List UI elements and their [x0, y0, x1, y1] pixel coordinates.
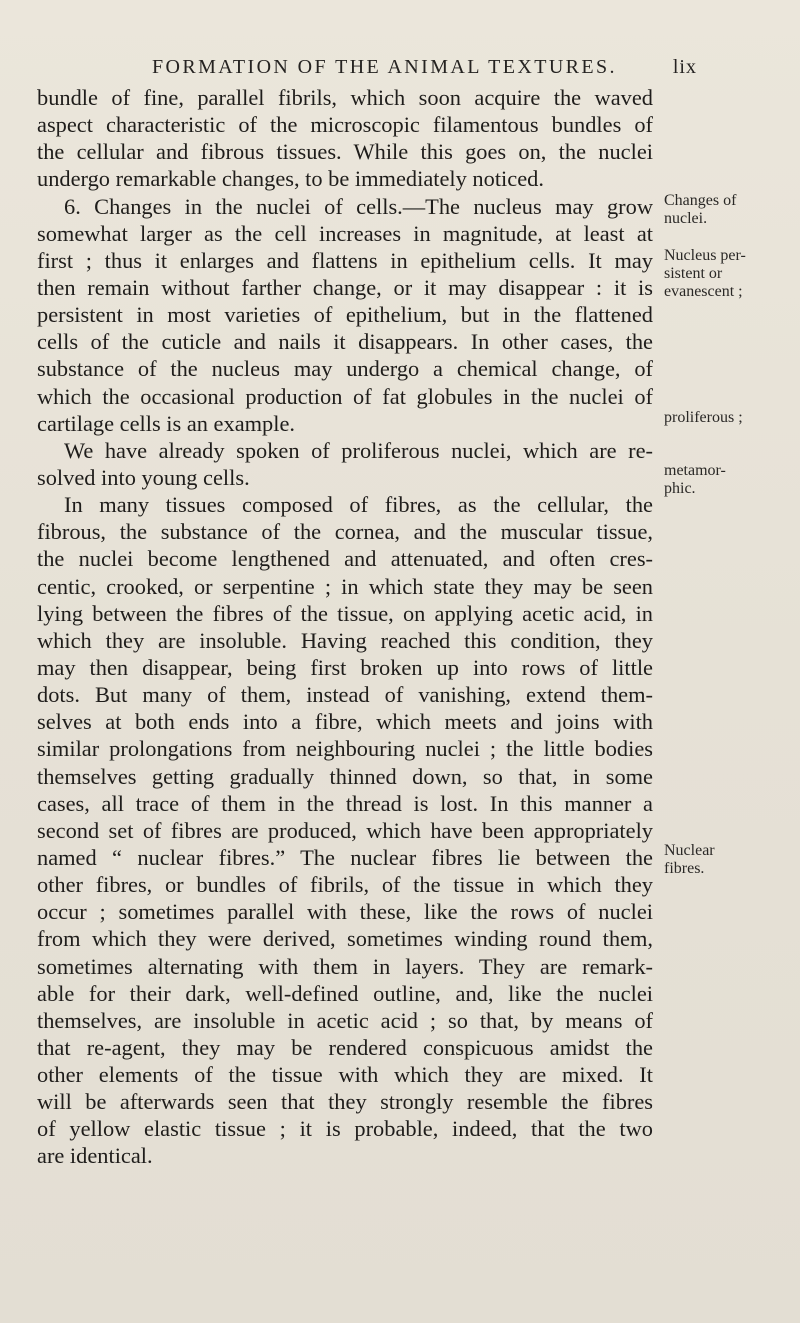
text-line: similar prolongations from neighbouring nuclei ; the little bodies: [37, 736, 653, 762]
text-line: sometimes alternating with them in layers. They are remark-: [37, 953, 653, 979]
margin-note-changes-of-nuclei: [664, 192, 794, 228]
margin-note-line: metamor-: [664, 462, 726, 479]
text-line: cartilage cells is an example.: [37, 410, 295, 436]
text-line: will be afterwards seen that they strongly resemble the fibres: [37, 1089, 653, 1115]
text-line: then remain without farther change, or it may disappear : it is: [37, 274, 653, 300]
page-number: lix: [672, 56, 697, 78]
text-line: somewhat larger as the cell increases in magnitude, at least at: [37, 220, 653, 246]
text-line: selves at both ends into a fibre, which meets and joins with: [37, 709, 653, 735]
text-line: In many tissues composed of fibres, as the cellular, the: [64, 492, 653, 518]
text-line: named “ nuclear fibres.” The nuclear fibres lie between the: [37, 844, 653, 870]
text-line: which they are insoluble. Having reached this condition, they: [37, 627, 653, 653]
text-line: undergo remarkable changes, to be immediately noticed.: [37, 166, 544, 192]
margin-note-line: nuclei.: [664, 210, 708, 227]
margin-note-proliferous: [664, 409, 794, 427]
text-line: the cellular and fibrous tissues. While this goes on, the nuclei: [37, 139, 653, 165]
text-line: substance of the nucleus may undergo a chemical change, of: [37, 356, 653, 382]
text-line: that re-agent, they may be rendered conspicuous amidst the: [37, 1034, 653, 1060]
text-line: other elements of the tissue with which they are mixed. It: [37, 1062, 653, 1088]
text-line: solved into young cells.: [37, 464, 250, 490]
margin-note-nucleus-persistent: [664, 247, 794, 301]
margin-note-line: Nuclear: [664, 842, 715, 859]
text-line: lying between the fibres of the tissue, on applying acetic acid, in: [37, 600, 653, 626]
margin-note-line: sistent or: [664, 265, 723, 282]
margin-note-line: Changes of: [664, 192, 737, 209]
margin-note-line: proliferous ;: [664, 409, 743, 426]
text-line: bundle of fine, parallel fibrils, which soon acquire the waved: [37, 85, 653, 110]
text-line: cases, all trace of them in the thread is lost. In this manner a: [37, 790, 653, 816]
text-line: occur ; sometimes parallel with these, like the rows of nuclei: [37, 899, 653, 925]
text-line: able for their dark, well-defined outline, and, like the nuclei: [37, 980, 653, 1006]
section-heading-line: 6. Changes in the nuclei of cells.—The nucleus may grow: [64, 193, 653, 219]
text-line: of yellow elastic tissue ; it is probable, indeed, that the two: [37, 1116, 653, 1142]
body-text: [37, 84, 653, 1170]
text-line: other fibres, or bundles of fibrils, of the tissue in which they: [37, 872, 653, 898]
text-line: centic, crooked, or serpentine ; in which state they may be seen: [37, 573, 653, 599]
margin-note-metamorphic: [664, 462, 794, 498]
margin-note-line: Nucleus per-: [664, 247, 746, 264]
text-line: the nuclei become lengthened and attenuated, and often cres-: [37, 546, 653, 572]
text-line: second set of fibres are produced, which have been appropriately: [37, 817, 653, 843]
text-line: themselves getting gradually thinned down, so that, in some: [37, 763, 653, 789]
text-line: may then disappear, being first broken up into rows of little: [37, 654, 653, 680]
margin-note-nuclear-fibres: [664, 842, 794, 878]
text-line: cells of the cuticle and nails it disappears. In other cases, the: [37, 329, 653, 355]
margin-note-line: phic.: [664, 480, 696, 497]
margin-note-line: evanescent ;: [664, 283, 743, 300]
running-title: FORMATION OF THE ANIMAL TEXTURES.: [152, 56, 617, 78]
text-line: aspect characteristic of the microscopic filamentous bundles of: [37, 112, 653, 138]
text-line: first ; thus it enlarges and flattens in epithelium cells. It may: [37, 247, 653, 273]
text-line: from which they were derived, sometimes winding round them,: [37, 926, 653, 952]
text-line: We have already spoken of proliferous nuclei, which are re-: [64, 437, 653, 463]
text-line: are identical.: [37, 1143, 153, 1169]
text-line: dots. But many of them, instead of vanishing, extend them-: [37, 682, 653, 708]
margin-note-line: fibres.: [664, 860, 705, 877]
text-line: fibrous, the substance of the cornea, and the muscular tissue,: [37, 519, 653, 545]
text-line: persistent in most varieties of epithelium, but in the flattened: [37, 302, 653, 328]
text-line: which the occasional production of fat globules in the nuclei of: [37, 383, 653, 409]
text-line: themselves, are insoluble in acetic acid ; so that, by means of: [37, 1007, 653, 1033]
